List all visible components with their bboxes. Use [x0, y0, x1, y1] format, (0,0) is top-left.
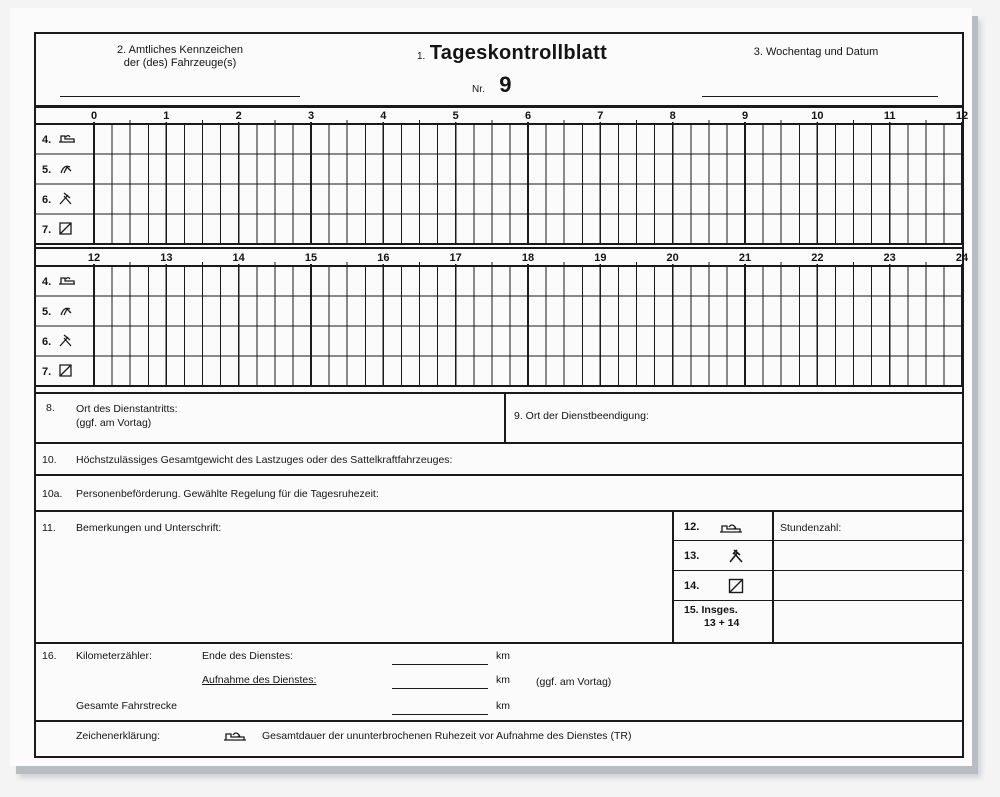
- am-row-label: 6.: [42, 194, 52, 206]
- odometer-label: Kilometerzähler:: [76, 650, 152, 662]
- rest-bed-icon: [222, 728, 248, 742]
- start-of-duty-km-unit: km: [496, 674, 510, 686]
- total-distance-km-field[interactable]: [392, 714, 488, 715]
- field-15-line2: 13 + 14: [704, 617, 740, 629]
- steering-wheel-icon: [61, 308, 71, 315]
- pm-row-label: 7.: [42, 366, 52, 378]
- pm-hour-label: 13: [160, 252, 173, 264]
- field-10a-number: 10a.: [42, 488, 63, 500]
- steering-wheel-icon: [61, 166, 71, 173]
- hours-column-divider: [772, 510, 774, 642]
- previous-day-note: (ggf. am Vortag): [536, 676, 612, 688]
- title-number: 1.: [416, 51, 426, 62]
- pm-hour-label: 17: [449, 252, 462, 264]
- start-location-line1: Ort des Dienstantritts:: [76, 403, 178, 415]
- hours-count-label: Stundenzahl:: [780, 522, 842, 534]
- daily-control-form: [34, 32, 969, 758]
- total-distance-label: Gesamte Fahrstrecke: [76, 700, 177, 712]
- rest-bed-icon: [718, 520, 744, 534]
- weekday-date-label: 3. Wochentag und Datum: [753, 46, 879, 58]
- start-location-line2: (ggf. am Vortag): [76, 417, 152, 429]
- pm-hour-label: 24: [955, 252, 969, 264]
- start-of-duty-km-field[interactable]: [392, 688, 488, 689]
- end-of-duty-label: Ende des Dienstes:: [202, 650, 294, 662]
- hammers-icon: [60, 335, 71, 346]
- am-hour-label: 10: [811, 110, 824, 122]
- pm-hour-label: 18: [521, 252, 535, 264]
- sheet-number-value: 9: [499, 72, 512, 97]
- end-location-label: 9. Ort der Dienstbeendigung:: [514, 410, 649, 422]
- field-8-number: 8.: [46, 402, 55, 414]
- remarks-signature-label: Bemerkungen und Unterschrift:: [76, 522, 222, 534]
- rest-bed-icon: [59, 136, 75, 143]
- pm-row-label: 4.: [42, 276, 52, 288]
- f8-f9-divider: [504, 392, 506, 442]
- pm-hour-label: 14: [232, 252, 245, 264]
- row-14-divider: [672, 600, 962, 601]
- am-hour-label: 11: [883, 110, 896, 122]
- pm-hour-label: 23: [883, 252, 896, 264]
- am-hour-label: 8: [669, 110, 676, 122]
- am-hour-label: 9: [741, 110, 749, 122]
- am-hour-label: 6: [524, 110, 532, 122]
- f11-top-divider: [36, 510, 962, 512]
- field-15: [684, 604, 739, 630]
- vehicle-plate-label-line1: 2. Amtliches Kennzeichen: [117, 44, 243, 56]
- am-hour-label: 0: [90, 110, 98, 122]
- pm-hour-label: 20: [666, 252, 679, 264]
- crossed-box-icon: [728, 578, 744, 594]
- end-of-duty-km-unit: km: [496, 650, 510, 662]
- page-title: Tageskontrollblatt: [429, 42, 608, 64]
- field-13-number: 13.: [684, 549, 700, 562]
- hammers-icon: [60, 193, 71, 204]
- vehicle-plate-label-line2: der (des) Fahrzeuge(s): [123, 57, 237, 69]
- activity-time-grid[interactable]: [36, 34, 969, 414]
- pm-hour-label: 16: [377, 252, 390, 264]
- hammers-icon: [728, 548, 744, 564]
- total-distance-km-unit: km: [496, 700, 510, 712]
- sheet-number-label: Nr.: [472, 84, 485, 95]
- pm-hour-label: 22: [811, 252, 824, 264]
- field-14-number: 14.: [684, 579, 700, 592]
- pm-hour-label: 15: [304, 252, 318, 264]
- start-location-label: [76, 402, 178, 430]
- field-15-line1: 15. Insges.: [684, 604, 738, 616]
- am-hour-label: 1: [163, 110, 170, 122]
- f11-right-divider: [672, 510, 674, 642]
- am-row-label: 7.: [42, 224, 52, 236]
- field-11-number: 11.: [42, 522, 56, 534]
- legend-text: Gesamtdauer der ununterbrochenen Ruhezeit vor Aufnahme des Dienstes (TR): [262, 730, 632, 742]
- row-13-divider: [672, 570, 962, 571]
- pm-row-label: 6.: [42, 336, 52, 348]
- f16-top-divider: [36, 642, 962, 644]
- row-12-divider: [672, 540, 962, 541]
- paper-sheet: [10, 8, 972, 766]
- pm-hour-label: 21: [738, 252, 752, 264]
- passenger-transport-label: Personenbeförderung. Gewählte Regelung für die Tagesruhezeit:: [76, 488, 379, 500]
- am-hour-label: 12: [955, 110, 969, 122]
- am-row-label: 4.: [42, 134, 52, 146]
- am-hour-label: 7: [597, 110, 604, 122]
- am-hour-label: 5: [452, 110, 459, 122]
- field-12-number: 12.: [684, 520, 700, 533]
- legend-divider: [36, 720, 962, 722]
- end-of-duty-km-field[interactable]: [392, 664, 488, 665]
- am-row-label: 5.: [42, 164, 52, 176]
- field-12: [684, 520, 744, 534]
- pm-hour-label: 19: [594, 252, 607, 264]
- crossed-box-icon: [60, 223, 71, 234]
- f10-top-divider: [36, 442, 962, 444]
- field-16-number: 16.: [42, 650, 57, 662]
- start-of-duty-label: Aufnahme des Dienstes:: [202, 674, 317, 686]
- f10a-top-divider: [36, 474, 962, 476]
- pm-row-label: 5.: [42, 306, 52, 318]
- field-10-number: 10.: [42, 454, 57, 466]
- legend-label: Zeichenerklärung:: [76, 730, 161, 742]
- field-13: [684, 548, 744, 564]
- am-hour-label: 2: [235, 110, 242, 122]
- am-hour-label: 4: [380, 110, 387, 122]
- field-14: [684, 578, 744, 594]
- crossed-box-icon: [60, 365, 71, 376]
- pm-hour-label: 12: [87, 252, 101, 264]
- grid-bottom-divider: [36, 392, 962, 394]
- am-hour-label: 3: [307, 110, 315, 122]
- max-weight-label: Höchstzulässiges Gesamtgewicht des Lastzuges oder des Sattelkraftfahrzeuges:: [76, 454, 453, 466]
- rest-bed-icon: [59, 278, 75, 285]
